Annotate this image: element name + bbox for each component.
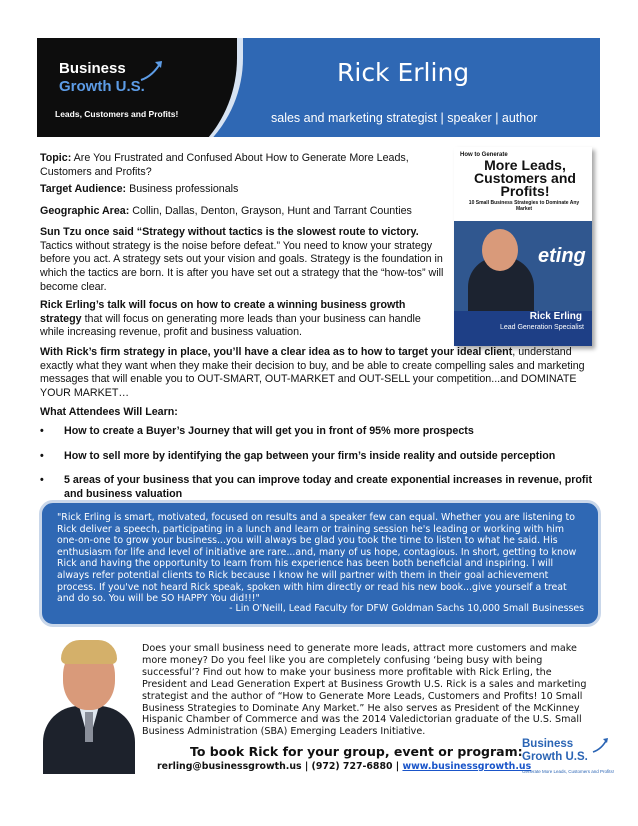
- footer-logo-growth: Growth U.S.: [522, 751, 588, 763]
- firm-text: , understand exactly what they want when they make their decision to buy, and be able to create compelling sales and marketing messages that will enable you to OUT-SMART, OUT-MARKET and OUT-SELL your competition...and DOMINATE YOUR MARKET…: [40, 346, 585, 400]
- book-cover: [454, 147, 592, 346]
- bio-paragraph: Does your small business need to generate more leads, attract more customers and make more money? Do you feel like you are completely confusing ‘being busy with being successful’? Find out how to make your business more profitable with Rick Erling, the President and Lead Generation Expert at Business Growth U.S. Rick is a sales and marketing strategist and the author of “How to Generate More Leads, Customers and Profits! 10 Small Business Strategies to Dominate Any Market.” He also serves as President of the McKinney Hispanic Chamber of Commerce and was the 2014 Valedictorian graduate of the U.S. Small Business Administration (SBA) Emerging Leaders Initiative.: [142, 643, 587, 738]
- logo-tagline: Leads, Customers and Profits!: [55, 109, 179, 119]
- contact-phone[interactable]: (972) 727-6880: [311, 761, 393, 772]
- logo-text-growth: Growth U.S.: [59, 78, 145, 95]
- book-title: More Leads, Customers and Profits!: [474, 157, 576, 199]
- contact-separator: |: [301, 761, 312, 772]
- suntzu-quote: Sun Tzu once said “Strategy without tactics is the slowest route to victory.: [40, 226, 419, 238]
- talk-paragraph: [40, 299, 444, 340]
- area-text: Collin, Dallas, Denton, Grayson, Hunt and Tarrant Counties: [132, 205, 412, 217]
- photo-tie: [85, 712, 93, 742]
- list-item: • How to sell more by identifying the gap between your firm’s inside reality and outside perception: [40, 450, 600, 464]
- firm-bold: With Rick’s firm strategy in place, you’ll have a clear idea as to how to target your ideal client: [40, 346, 513, 358]
- book-subtitle: 10 Small Business Strategies to Dominate Any Market: [468, 200, 580, 212]
- suntzu-text: Tactics without strategy is the noise before defeat.” You need to know your strategy before you act. A strategy sets out your vision and goals. Strategy is the foundation in which the tactics are born. It is after you have set out a strategy that the “how-tos” will become clear.: [40, 239, 444, 293]
- audience-label: Target Audience:: [40, 183, 127, 195]
- contact-email[interactable]: rerling@businessgrowth.us: [157, 761, 302, 772]
- audience-text: Business professionals: [129, 183, 239, 195]
- growth-arrow-icon: [139, 58, 165, 84]
- topic-paragraph: [40, 152, 440, 179]
- list-item: • 5 areas of your business that you can improve today and create exponential increases in revenue, profit and business valuation: [40, 474, 600, 501]
- logo-text-business: Business: [59, 60, 126, 77]
- contact-separator: |: [392, 761, 403, 772]
- footer-logo-tagline: Generate More Leads, Customers and Profits!: [522, 769, 615, 774]
- photo-hair: [61, 640, 117, 664]
- audience-paragraph: [40, 183, 440, 197]
- testimonial-attribution: - Lin O'Neill, Lead Faculty for DFW Goldman Sachs 10,000 Small Businesses: [229, 603, 584, 614]
- book-author-face: [482, 229, 518, 271]
- talk-bold: Rick Erling’s talk will focus on how to create a winning business growth strategy: [40, 299, 406, 325]
- testimonial-box: [39, 500, 601, 627]
- area-label: Geographic Area:: [40, 205, 130, 217]
- firm-paragraph: [40, 346, 602, 401]
- book-author-name: Rick Erling: [529, 311, 582, 322]
- learn-heading: What Attendees Will Learn:: [40, 406, 178, 418]
- topic-label: Topic:: [40, 152, 72, 164]
- testimonial-text: "Rick Erling is smart, motivated, focused on results and a speaker few can equal. Whether you are listening to Rick deliver a speech, participating in a lunch and learn or training session he's leading or working with him one-on-one to grow your business...you will always be glad you took the time to listen to what he said. His enthusiasm for life and level of initiative are rare...and, many of us hope, contagious. In short, getting to know Rick and having the opportunity to learn from his experience has been both beneficial and inspiring. I will always refer potential clients to Rick because I know he will partner with them in their goal achievement process. If you've not heard Rick speak, spoken with him directly or read his new book...give yourself a treat and do so. You will be SO HAPPY You did!!!": [57, 512, 577, 605]
- book-small-title: How to Generate: [460, 152, 508, 158]
- booking-heading: To book Rick for your group, event or program:: [190, 744, 523, 759]
- list-item: • How to create a Buyer’s Journey that will get you in front of 95% more prospects: [40, 425, 600, 439]
- footer-growth-arrow-icon: [592, 736, 610, 754]
- website-link[interactable]: www.businessgrowth.us: [402, 761, 532, 772]
- book-author-role: Lead Generation Specialist: [499, 324, 584, 331]
- footer-logo-business: Business: [522, 738, 574, 750]
- area-paragraph: [40, 205, 440, 219]
- speaker-name: Rick Erling: [337, 58, 470, 87]
- contact-line: [157, 761, 531, 772]
- book-cover-word: eting: [538, 245, 586, 267]
- talk-text: that will focus on generating more leads than your business can handle while increasing revenue, profit and business valuation.: [40, 312, 421, 339]
- speaker-photo: [39, 636, 139, 774]
- header-banner: [37, 38, 600, 137]
- speaker-tagline: sales and marketing strategist | speaker | author: [271, 111, 538, 125]
- topic-text: Are You Frustrated and Confused About How to Generate More Leads, Customers and Profits?: [40, 152, 409, 178]
- suntzu-paragraph: [40, 226, 444, 295]
